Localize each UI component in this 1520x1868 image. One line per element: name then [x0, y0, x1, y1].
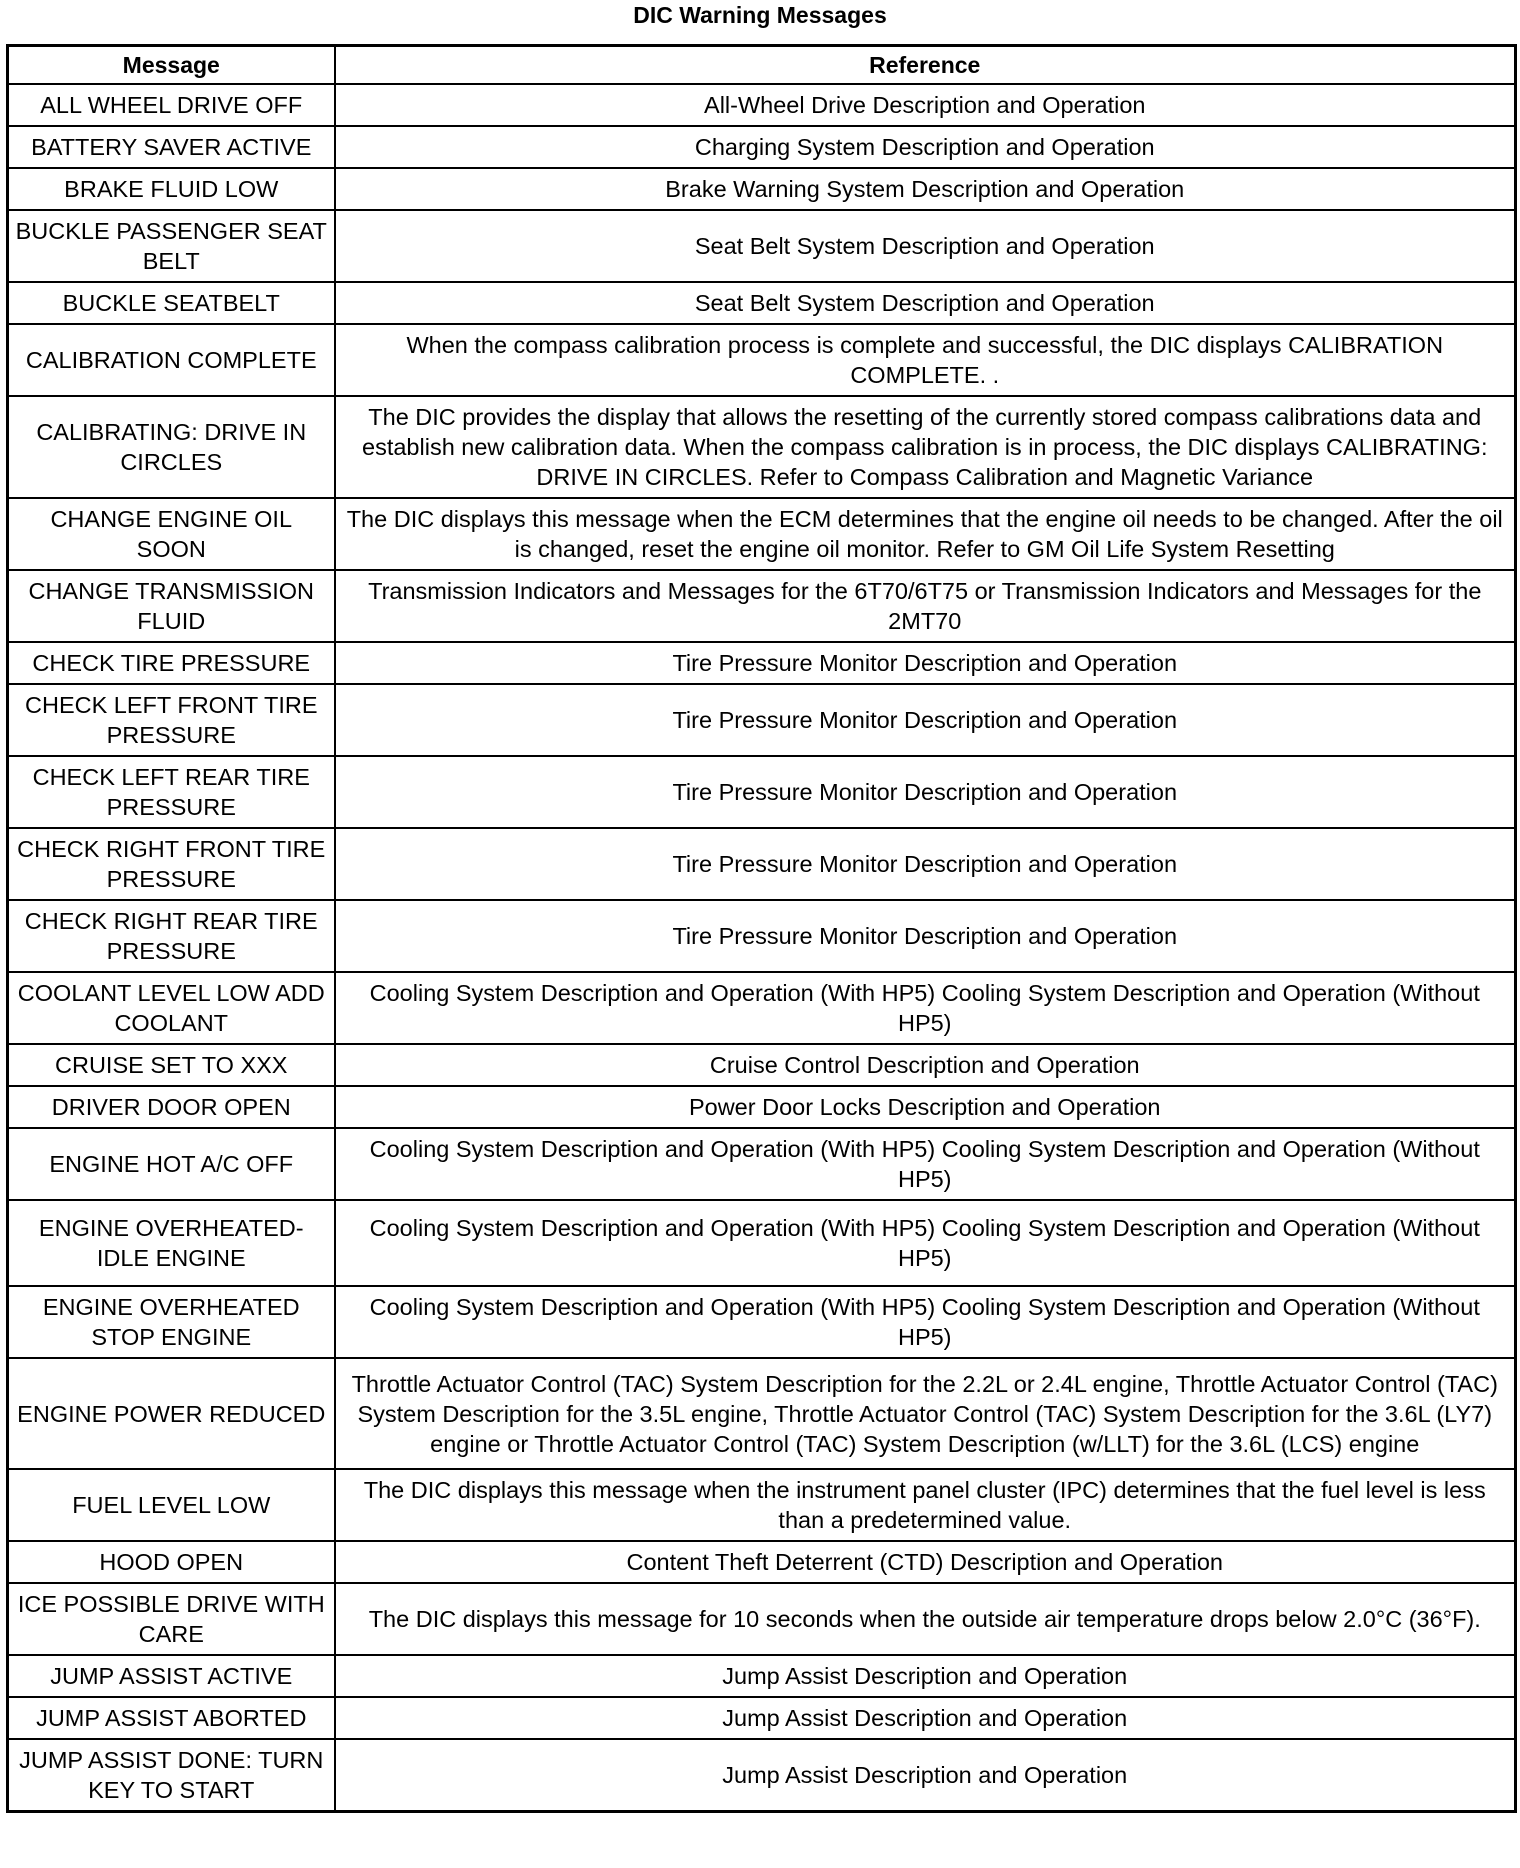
table-row — [8, 168, 1516, 210]
reference-cell: The DIC displays this message when the instrument panel cluster (IPC) determines that the fuel level is less than a predetermined value. — [335, 1469, 1516, 1541]
message-cell: ENGINE HOT A/C OFF — [8, 1128, 335, 1200]
table-row — [8, 282, 1516, 324]
table-row — [8, 396, 1516, 498]
reference-cell: Seat Belt System Description and Operation — [335, 282, 1516, 324]
reference-cell: Charging System Description and Operation — [335, 126, 1516, 168]
reference-cell: Seat Belt System Description and Operation — [335, 210, 1516, 282]
table-row — [8, 1200, 1516, 1286]
message-column-header: Message — [8, 46, 335, 85]
table-row — [8, 570, 1516, 642]
reference-cell: Tire Pressure Monitor Description and Operation — [335, 828, 1516, 900]
reference-cell: The DIC provides the display that allows the resetting of the currently stored compass calibrations data and establish new calibration data. When the compass calibration is in process, the DIC displays CALIBRATING: DRIVE IN CIRCLES. Refer to Compass Calibration and Magnetic Variance — [335, 396, 1516, 498]
reference-cell: Cooling System Description and Operation (With HP5) Cooling System Description and Operation (Without HP5) — [335, 1128, 1516, 1200]
message-cell: DRIVER DOOR OPEN — [8, 1086, 335, 1128]
message-cell: BATTERY SAVER ACTIVE — [8, 126, 335, 168]
message-cell: CRUISE SET TO XXX — [8, 1044, 335, 1086]
reference-column-header: Reference — [335, 46, 1516, 85]
reference-cell: All-Wheel Drive Description and Operation — [335, 84, 1516, 126]
table-row — [8, 1286, 1516, 1358]
table-row — [8, 1358, 1516, 1469]
table-row — [8, 642, 1516, 684]
dic-warning-messages-table — [6, 44, 1517, 1813]
table-row — [8, 756, 1516, 828]
message-cell: FUEL LEVEL LOW — [8, 1469, 335, 1541]
reference-cell: Jump Assist Description and Operation — [335, 1697, 1516, 1739]
reference-cell: Throttle Actuator Control (TAC) System Description for the 2.2L or 2.4L engine, Throttle Actuator Control (TAC) System Description for the 3.5L engine, Throttle Actuator Control (TAC) System Description for the 3.6L (LY7) engine or Throttle Actuator Control (TAC) System Description (w/LLT) for the 3.6L (LCS) engine — [335, 1358, 1516, 1469]
message-cell: JUMP ASSIST DONE: TURN KEY TO START — [8, 1739, 335, 1812]
reference-cell: Jump Assist Description and Operation — [335, 1655, 1516, 1697]
table-row — [8, 1583, 1516, 1655]
reference-cell: Tire Pressure Monitor Description and Operation — [335, 684, 1516, 756]
table-row — [8, 1655, 1516, 1697]
table-row — [8, 1697, 1516, 1739]
reference-cell: Cooling System Description and Operation (With HP5) Cooling System Description and Operation (Without HP5) — [335, 1286, 1516, 1358]
reference-cell: Tire Pressure Monitor Description and Operation — [335, 642, 1516, 684]
table-row — [8, 1541, 1516, 1583]
table-row — [8, 1086, 1516, 1128]
message-cell: ALL WHEEL DRIVE OFF — [8, 84, 335, 126]
table-row — [8, 210, 1516, 282]
message-cell: ENGINE POWER REDUCED — [8, 1358, 335, 1469]
message-cell: CALIBRATING: DRIVE IN CIRCLES — [8, 396, 335, 498]
table-row — [8, 1128, 1516, 1200]
message-cell: COOLANT LEVEL LOW ADD COOLANT — [8, 972, 335, 1044]
reference-cell: Transmission Indicators and Messages for the 6T70/6T75 or Transmission Indicators and Messages for the 2MT70 — [335, 570, 1516, 642]
message-cell: JUMP ASSIST ACTIVE — [8, 1655, 335, 1697]
message-cell: CALIBRATION COMPLETE — [8, 324, 335, 396]
reference-cell: Brake Warning System Description and Operation — [335, 168, 1516, 210]
message-cell: ENGINE OVERHEATED-IDLE ENGINE — [8, 1200, 335, 1286]
message-cell: CHECK TIRE PRESSURE — [8, 642, 335, 684]
message-cell: ENGINE OVERHEATED STOP ENGINE — [8, 1286, 335, 1358]
table-row — [8, 126, 1516, 168]
table-row — [8, 900, 1516, 972]
header-row — [8, 46, 1516, 85]
message-cell: CHECK LEFT REAR TIRE PRESSURE — [8, 756, 335, 828]
message-cell: CHANGE ENGINE OIL SOON — [8, 498, 335, 570]
reference-cell: The DIC displays this message when the ECM determines that the engine oil needs to be changed. After the oil is changed, reset the engine oil monitor. Refer to GM Oil Life System Resetting — [335, 498, 1516, 570]
reference-cell: Jump Assist Description and Operation — [335, 1739, 1516, 1812]
table-row — [8, 828, 1516, 900]
message-cell: BUCKLE PASSENGER SEAT BELT — [8, 210, 335, 282]
reference-cell: Content Theft Deterrent (CTD) Description and Operation — [335, 1541, 1516, 1583]
message-cell: CHECK RIGHT FRONT TIRE PRESSURE — [8, 828, 335, 900]
table-row — [8, 324, 1516, 396]
message-cell: BRAKE FLUID LOW — [8, 168, 335, 210]
reference-cell: When the compass calibration process is complete and successful, the DIC displays CALIBRATION COMPLETE. . — [335, 324, 1516, 396]
message-cell: CHANGE TRANSMISSION FLUID — [8, 570, 335, 642]
table-row — [8, 498, 1516, 570]
message-cell: CHECK LEFT FRONT TIRE PRESSURE — [8, 684, 335, 756]
message-cell: BUCKLE SEATBELT — [8, 282, 335, 324]
table-row — [8, 1469, 1516, 1541]
table-row — [8, 1044, 1516, 1086]
reference-cell: Cooling System Description and Operation (With HP5) Cooling System Description and Operation (Without HP5) — [335, 972, 1516, 1044]
message-cell: HOOD OPEN — [8, 1541, 335, 1583]
reference-cell: Tire Pressure Monitor Description and Operation — [335, 900, 1516, 972]
message-cell: ICE POSSIBLE DRIVE WITH CARE — [8, 1583, 335, 1655]
message-cell: CHECK RIGHT REAR TIRE PRESSURE — [8, 900, 335, 972]
reference-cell: Cruise Control Description and Operation — [335, 1044, 1516, 1086]
page-title: DIC Warning Messages — [633, 2, 887, 28]
table-row — [8, 972, 1516, 1044]
reference-cell: Cooling System Description and Operation (With HP5) Cooling System Description and Operation (Without HP5) — [335, 1200, 1516, 1286]
table-row — [8, 84, 1516, 126]
reference-cell: Power Door Locks Description and Operation — [335, 1086, 1516, 1128]
reference-cell: The DIC displays this message for 10 seconds when the outside air temperature drops below 2.0°C (36°F). — [335, 1583, 1516, 1655]
table-row — [8, 1739, 1516, 1812]
table-row — [8, 684, 1516, 756]
reference-cell: Tire Pressure Monitor Description and Operation — [335, 756, 1516, 828]
message-cell: JUMP ASSIST ABORTED — [8, 1697, 335, 1739]
